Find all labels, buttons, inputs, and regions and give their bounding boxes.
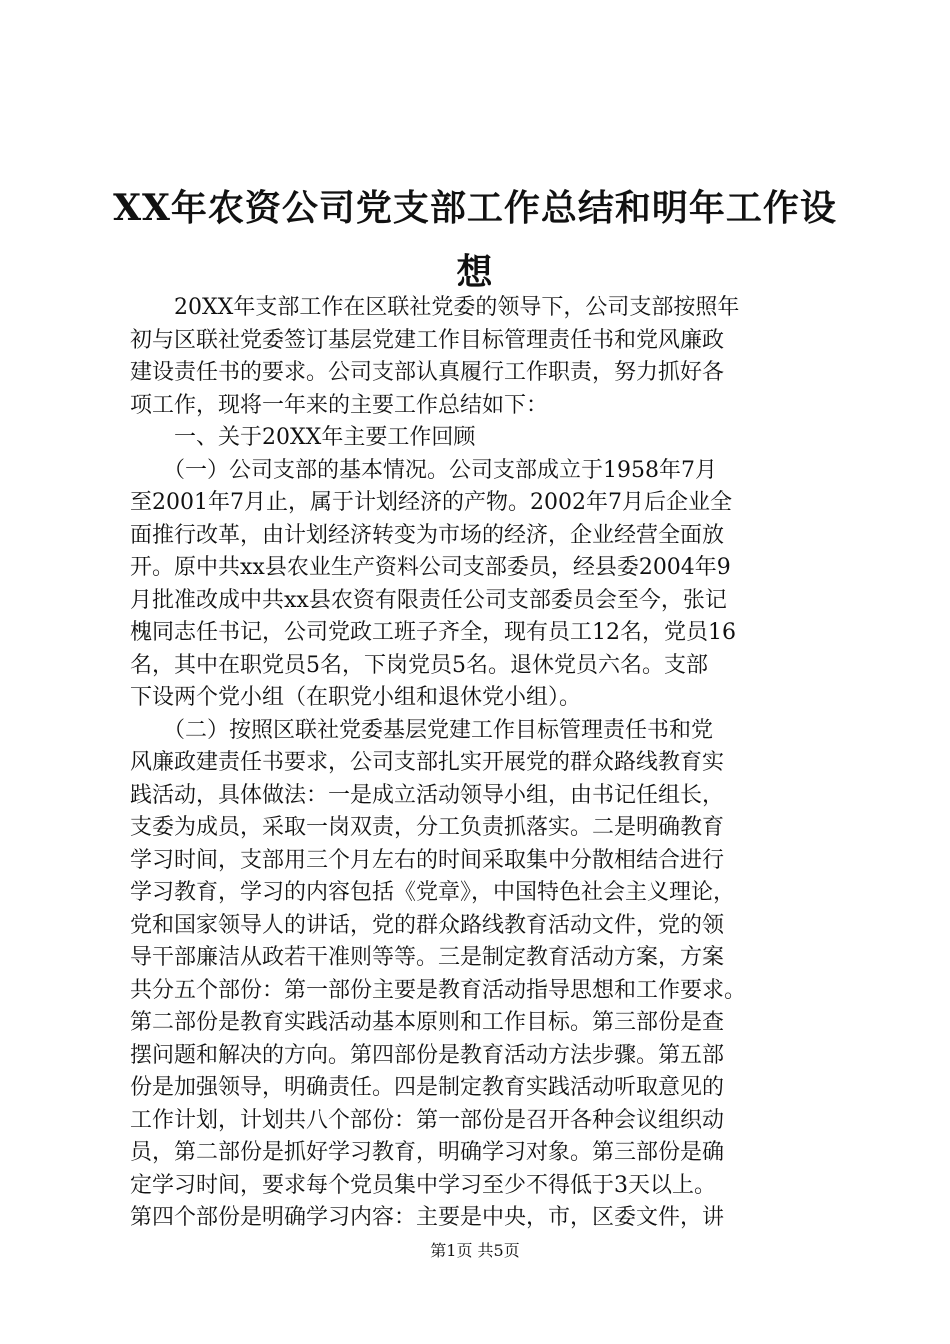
body-line: 开。原中共xx县农业生产资料公司支部委员，经县委2004年9 <box>130 555 731 580</box>
body-line: 学习时间，支部用三个月左右的时间采取集中分散相结合进行 <box>130 847 725 873</box>
body-line: （一）公司支部的基本情况。公司支部成立于1958年7月 <box>130 457 717 483</box>
body-line: 第二部份是教育实践活动基本原则和工作目标。第三部份是查 <box>130 1010 725 1035</box>
body-line: 下设两个党小组（在职党小组和退休党小组）。 <box>130 685 582 710</box>
body-line: 槐同志任书记，公司党政工班子齐全，现有员工12名，党员16 <box>130 620 736 645</box>
body-line: 摆问题和解决的方向。第四部份是教育活动方法步骤。第五部 <box>130 1042 725 1068</box>
body-line: （二）按照区联社党委基层党建工作目标管理责任书和党 <box>130 717 714 743</box>
body-line: 党和国家领导人的讲话，党的群众路线教育活动文件，党的领 <box>130 912 725 938</box>
body-line: 导干部廉洁从政若干准则等等。三是制定教育活动方案，方案 <box>130 945 725 970</box>
body-line: 至2001年7月止，属于计划经济的产物。2002年7月后企业全 <box>130 490 732 515</box>
body-line: 份是加强领导，明确责任。四是制定教育实践活动听取意见的 <box>130 1075 725 1100</box>
body-line: 第四个部份是明确学习内容：主要是中央，市，区委文件，讲 <box>130 1205 725 1230</box>
body-line: 一、关于20XX年主要工作回顾 <box>130 425 476 450</box>
body-line: 初与区联社党委签订基层党建工作目标管理责任书和党风廉政 <box>130 327 725 353</box>
body-line: 20XX年支部工作在区联社党委的领导下，公司支部按照年 <box>130 295 740 320</box>
body-line: 项工作，现将一年来的主要工作总结如下： <box>130 392 549 418</box>
body-line: 学习教育，学习的内容包括《党章》，中国特色社会主义理论， <box>130 880 736 905</box>
document-body <box>130 292 830 1235</box>
body-line: 支委为成员，采取一岗双责，分工负责抓落实。二是明确教育 <box>130 815 725 840</box>
body-line: 员，第二部份是抓好学习教育，明确学习对象。第三部份是确 <box>130 1140 725 1165</box>
body-line: 定学习时间，要求每个党员集中学习至少不得低于3天以上。 <box>130 1172 716 1198</box>
body-line: 月批准改成中共xx县农资有限责任公司支部委员会至今，张记 <box>130 587 727 613</box>
document-title-line-1: XX年农资公司党支部工作总结和明年工作设 <box>113 187 837 229</box>
document-title-line-2: 想 <box>456 251 494 293</box>
body-line: 工作计划，计划共八个部份：第一部份是召开各种会议组织动 <box>130 1107 725 1133</box>
body-line: 面推行改革，由计划经济转变为市场的经济，企业经营全面放 <box>130 522 725 548</box>
body-line: 名，其中在职党员5名，下岗党员5名。退休党员六名。支部 <box>130 652 708 678</box>
body-line: 建设责任书的要求。公司支部认真履行工作职责，努力抓好各 <box>130 360 725 385</box>
body-line: 风廉政建责任书要求，公司支部扎实开展党的群众路线教育实 <box>130 750 725 775</box>
page-footer: 第1页 共5页 <box>430 1241 520 1260</box>
body-line: 共分五个部份：第一部份主要是教育活动指导思想和工作要求。 <box>130 977 747 1003</box>
body-line: 践活动，具体做法：一是成立活动领导小组，由书记任组长， <box>130 782 725 808</box>
